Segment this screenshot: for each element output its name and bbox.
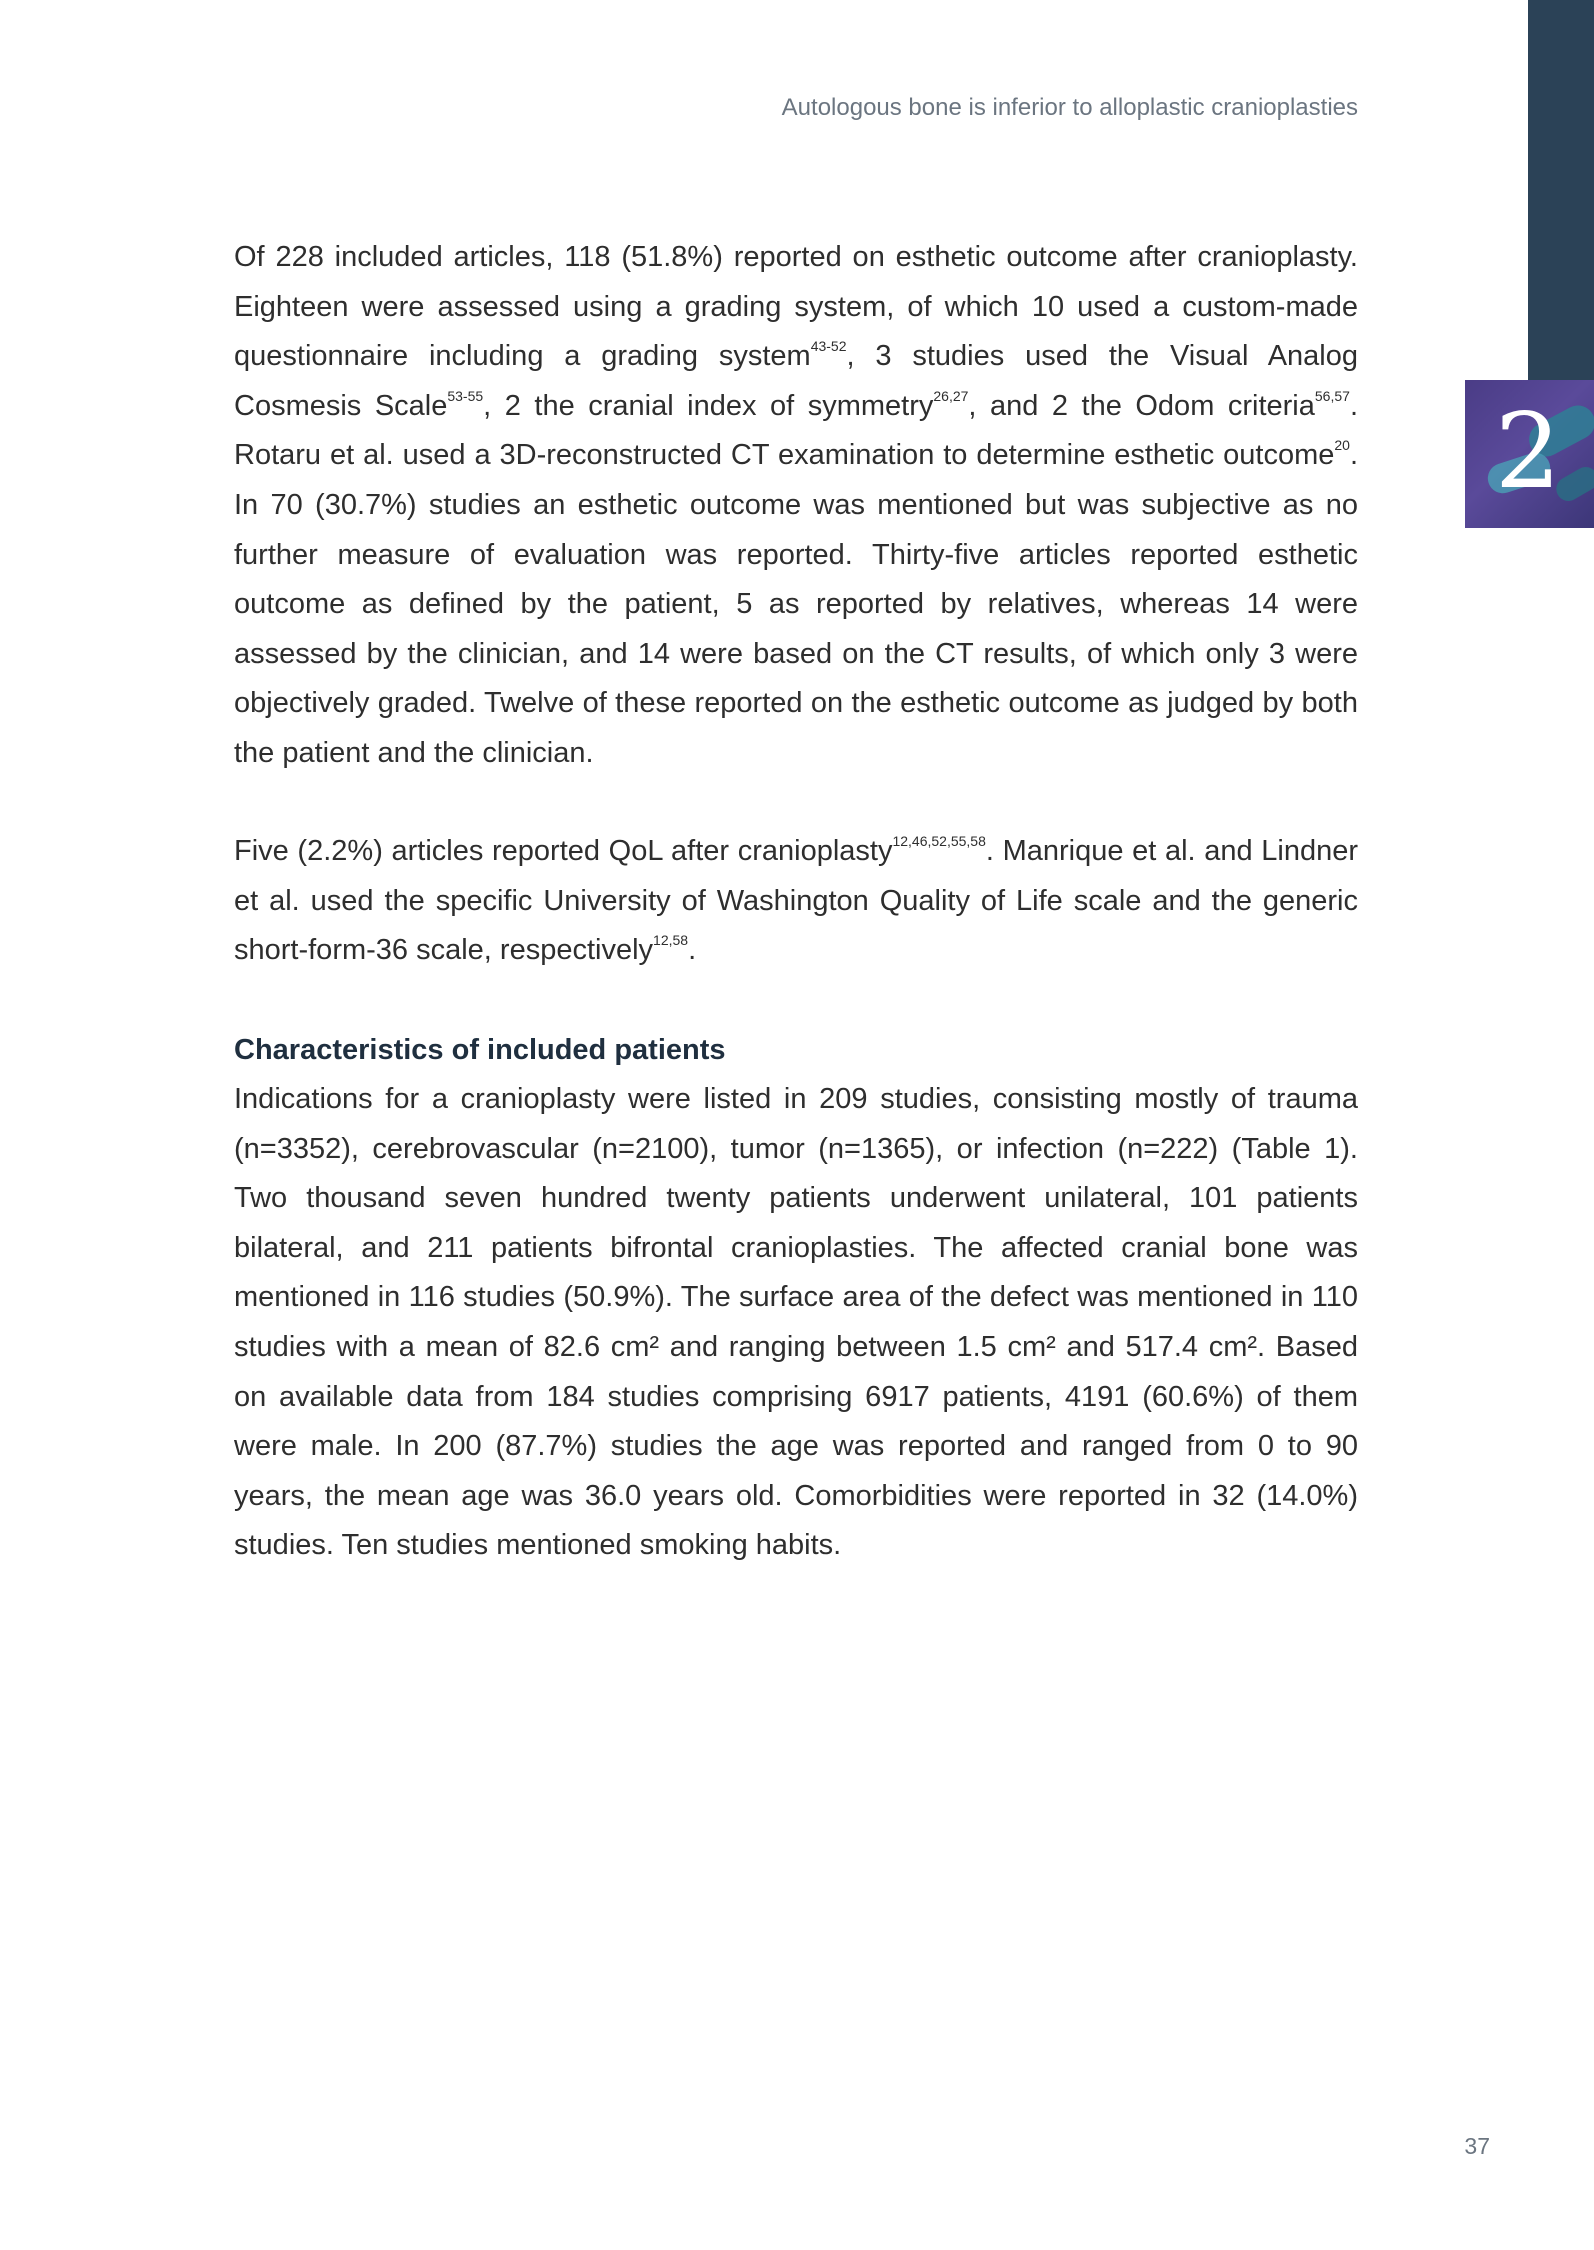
running-header: Autologous bone is inferior to alloplastic cranioplasties [781,94,1358,121]
citation-ref: 12,46,52,55,58 [892,833,986,849]
citation-ref: 43-52 [810,338,847,355]
citation-ref: 56,57 [1314,387,1350,404]
citation-ref: 26,27 [933,387,969,404]
text-segment: . [688,934,697,967]
text-segment: , 3 studies used the Visual Analog Cosmesis Scale [234,340,1358,422]
chapter-number: 2 [1494,390,1562,512]
text-segment: Five (2.2%) articles reported QoL after cranioplasty [234,835,893,867]
chapter-side-bar [1528,0,1594,380]
paragraph-quality-of-life [234,827,1358,976]
paragraph-patient-characteristics: Indications for a cranioplasty were listed in 209 studies, consisting mostly of trauma (n=3352), cerebrovascular (n=2100), tumor (n=1365), or infection (n=222) (Table 1). Two thousand seven hundred twenty patients underwent unilateral, 101 patients bilateral, and 211 patients bifrontal cranioplasties. The affected cranial bone was mentioned in 116 studies (50.9%). The surface area of the defect was mentioned in 110 studies with a mean of 82.6 cm² and ranging between 1.5 cm² and 517.4 cm². Based on available data from 184 studies comprising 6917 patients, 4191 (60.6%) of them were male. In 200 (87.7%) studies the age was reported and ranged from 0 to 90 years, the mean age was 36.0 years old. Comorbidities were reported in 32 (14.0%) studies. Ten studies mentioned smoking habits. [234,1083,1358,1562]
text-segment: . Manrique et al. and Lindner et al. used the specific University of Washington Quality of Life scale and the generic short-form-36 scale, respectively [234,835,1358,967]
text-segment: . In 70 (30.7%) studies an esthetic outcome was mentioned but was subjective as no further measure of evaluation was reported. Thirty-five articles reported esthetic outcome as defined by the patient, 5 as reported by relatives, whereas 14 were assessed by the clinician, and 14 were based on the CT results, of which only 3 were objectively graded. Twelve of these reported on the esthetic outcome as judged by both the patient and the clinician. [234,439,1358,769]
page-number: 37 [1464,2133,1490,2159]
section-heading: Characteristics of included patients [234,1034,726,1066]
paragraph-esthetic-outcome [234,233,1358,779]
text-segment: . Rotaru et al. used a 3D-reconstructed CT examination to determine esthetic outcome [234,389,1358,472]
citation-ref: 20 [1334,437,1350,454]
citation-ref: 53-55 [447,387,484,404]
citation-ref: 12,58 [653,932,689,949]
text-segment: Of 228 included articles, 118 (51.8%) reported on esthetic outcome after cranioplasty. Eighteen were assessed using a grading system, of which 10 used a custom-made questionnaire including a grading system [234,241,1358,373]
chapter-tab [1465,380,1594,528]
text-segment: , 2 the cranial index of symmetry [483,389,934,422]
text-segment: , and 2 the Odom criteria [968,389,1315,422]
